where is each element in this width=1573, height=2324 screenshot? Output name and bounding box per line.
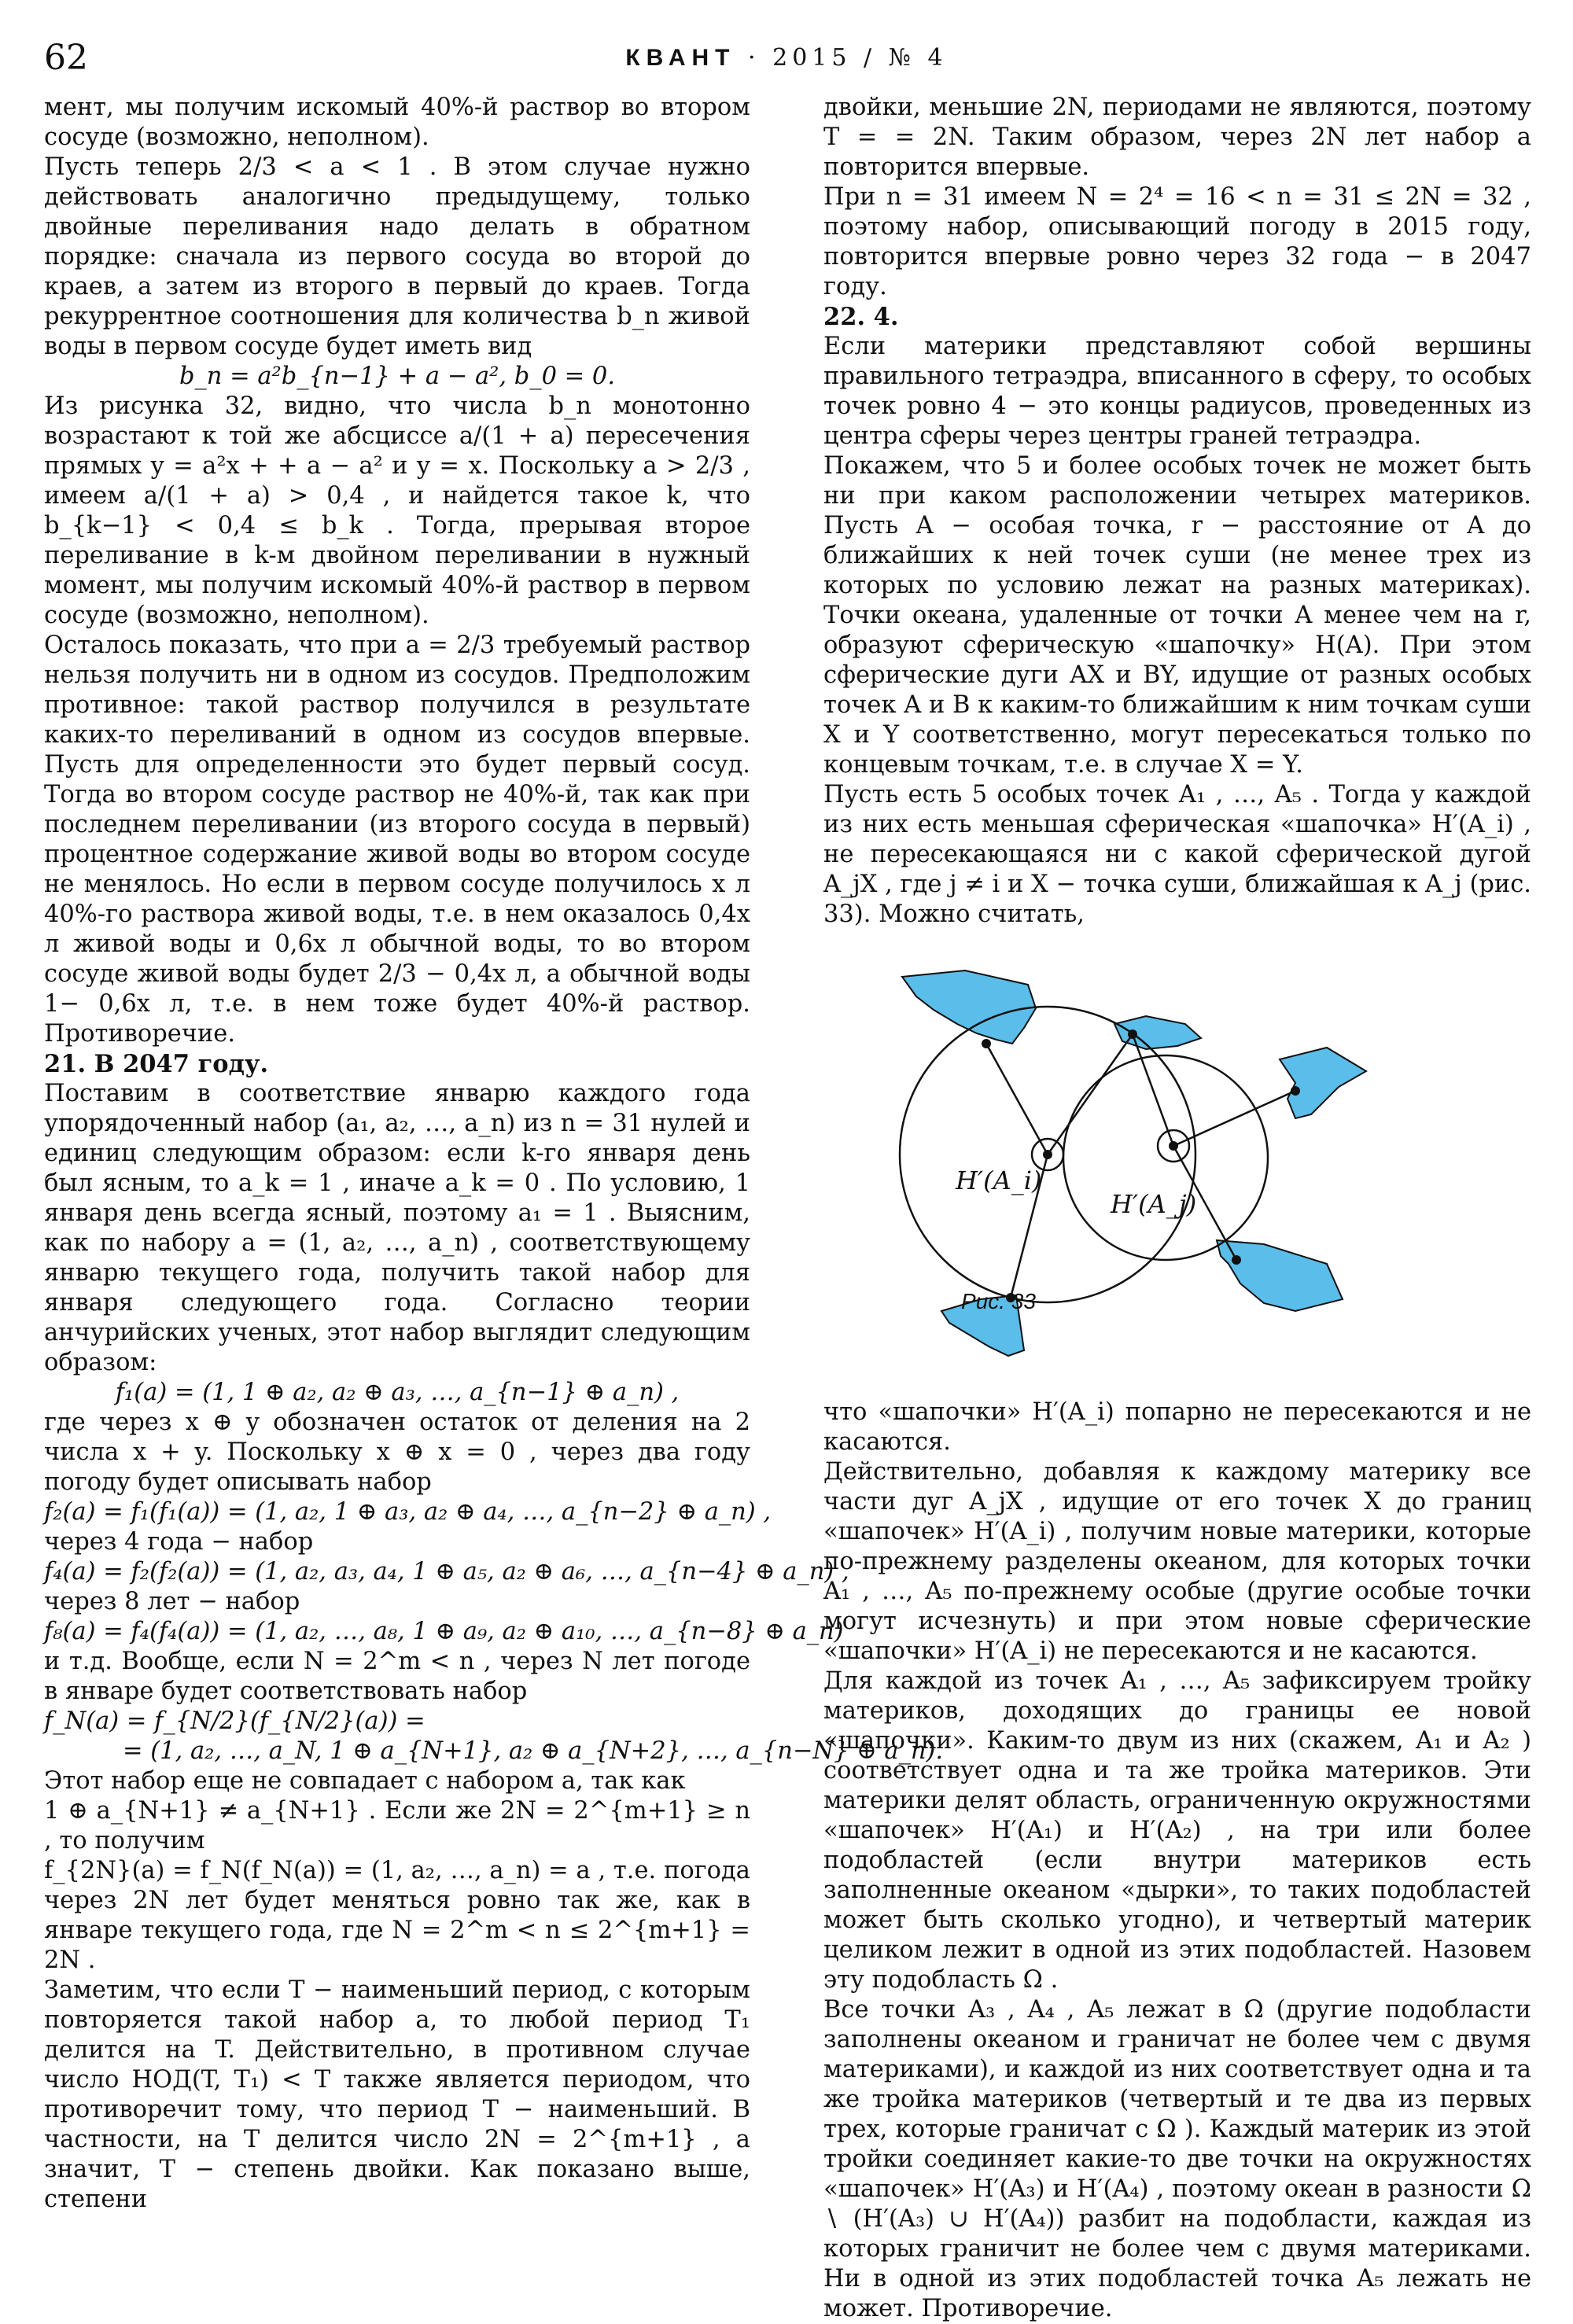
issue-info: · 2015 / № 4	[748, 44, 948, 72]
paragraph: f_{2N}(a) = f_N(f_N(a)) = (1, a₂, …, a_n) = a , т.е. погода через 2N лет будет меняться ровно так же, как в январе текущего года, где N = 2^m < n ≤ 2^{m+1} = 2N .	[44, 1857, 750, 1974]
paragraph: При n = 31 имеем N = 2⁴ = 16 < n = 31 ≤ 2N = 32 , поэтому набор, описывающий погоду в 2015 году, повторится впервые ровно через 32 года − в 2047 году.	[823, 183, 1531, 300]
paragraph: Осталось показать, что при a = 2/3 требуемый раствор нельзя получить ни в одном из сосудов. Предположим противное: такой раствор получился в результате каких-то переливаний в одном из сосудов впервые. Пусть для определенности это будет первый сосуд. Тогда во втором сосуде раствор не 40%-й, так как при последнем переливании (из второго сосуда в первый) процентное содержание живой воды во втором сосуде не менялось. Но если в первом сосуде получилось x л 40%-го раствора живой воды, т.е. в нем оказалось 0,4x л живой воды и 0,6x л обычной воды, то во втором сосуде живой воды будет 2/3 − 0,4x л, а обычной воды 1− 0,6x л, т.е. в нем тоже будет 40%-й раствор. Противоречие.	[44, 632, 750, 1048]
paragraph: двойки, меньшие 2N, периодами не являются, поэтому T = = 2N. Таким образом, через 2N лет набор a повторится впервые.	[823, 94, 1531, 181]
paragraph: Для каждой из точек A₁ , …, A₅ зафиксируем тройку материков, доходящих до границы ее новой «шапочки». Каким-то двум из них (скажем, A₁ и A₂ ) соответствует одна и та же тройка материков. Эти материки делят область, ограниченную окружностями «шапочек» H′(A₁) и H′(A₂) , на три или более подобластей (если внутри материков есть заполненные океаном «дырки», то таких подобластей может быть сколько угодно), и четвертый материк целиком лежит в одной из этих подобластей. Назовем эту подобласть Ω .	[823, 1667, 1531, 1994]
point-aj	[1169, 1141, 1178, 1151]
journal-name: КВАНТ	[625, 45, 736, 71]
label-h-aj: H′(A_j)	[1111, 1189, 1197, 1219]
paragraph: Пусть есть 5 особых точек A₁ , …, A₅ . Тогда у каждой из них есть меньшая сферическая «шапочка» H′(A_i) , не пересекающаяся ни с какой сферической дугой A_jX , где j ≠ i и X − точка суши, ближайшая к A_j (рис. 33). Можно считать,	[823, 781, 1531, 928]
paragraph: через 4 года − набор	[44, 1528, 314, 1556]
paragraph: мент, мы получим искомый 40%-й раствор во втором сосуде (возможно, неполном).	[44, 94, 750, 151]
land-mid-right	[1280, 1048, 1366, 1118]
problem-answer: 22. 4.	[823, 303, 899, 331]
paragraph: Поставим в соответствие январю каждого года упорядоченный набор (a₁, a₂, …, a_n) из n = 31 нулей и единиц следующим образом: если k-го января день был ясным, то a_k = 1 , иначе a_k = 0 . По условию, 1 января день всегда ясный, поэтому a₁ = 1 . Выясним, как по набору a = (1, a₂, …, a_n) , соответствующему январю текущего года, получить такой набор для января следующего года. Согласно теории анчурийских ученых, этот набор выглядит следующим образом:	[44, 1080, 750, 1376]
point-ai	[1043, 1150, 1052, 1159]
paragraph: и т.д. Вообще, если N = 2^m < n , через N лет погоде в январе будет соответствовать набор	[44, 1648, 750, 1705]
paragraph: Покажем, что 5 и более особых точек не может быть ни при каком расположении четырех материков. Пусть A − особая точка, r − расстояние от A до ближайших к ней точек суши (не менее трех из которых по условию лежат на разных материках). Точки океана, удаленные от точки A менее чем на r, образуют сферическую «шапочку» H(A). При этом сферические дуги AX и BY, идущие от разных особых точек A и B к каким-то ближайшим к ним точкам суши X и Y соответственно, могут пересекаться только по концевым точкам, т.е. в случае X = Y.	[823, 452, 1531, 779]
running-header	[0, 44, 1573, 72]
point-x2	[1128, 1029, 1137, 1039]
formula: f₂(a) = f₁(f₁(a)) = (1, a₂, 1 ⊕ a₃, a₂ ⊕ a₄, …, a_{n−2} ⊕ a_n) ,	[44, 1498, 772, 1526]
line-ai-top	[986, 1044, 1048, 1155]
formula: f₁(a) = (1, 1 ⊕ a₂, a₂ ⊕ a₃, …, a_{n−1} ⊕ a_n) ,	[115, 1379, 680, 1406]
figure-drawing	[823, 953, 1531, 1390]
right-column	[823, 93, 1531, 2324]
figure-caption: Рис. 33	[961, 1289, 1036, 1313]
formula: b_n = a²b_{n−1} + a − a², b_0 = 0.	[179, 363, 616, 390]
paragraph: через 8 лет − набор	[44, 1588, 300, 1615]
formula: f₈(a) = f₄(f₄(a)) = (1, a₂, …, a₈, 1 ⊕ a₉, a₂ ⊕ a₁₀, …, a_{n−8} ⊕ a_n)	[44, 1618, 844, 1645]
point-x5	[1232, 1255, 1241, 1265]
paragraph: что «шапочки» H′(A_i) попарно не пересекаются и не касаются.	[823, 1398, 1531, 1456]
paragraph: 1 ⊕ a_{N+1} ≠ a_{N+1} . Если же 2N = 2^{m+1} ≥ n , то получим	[44, 1797, 750, 1854]
paragraph: Заметим, что если T − наименьший период, с которым повторяется такой набор a, то любой период T₁ делится на T. Действительно, в противном случае число НОД(T, T₁) < T также является периодом, что противоречит тому, что период T − наименьший. В частности, на T делится число 2N = 2^{m+1} , а значит, T − степень двойки. Как показано выше, степени	[44, 1976, 750, 2213]
point-x4	[1291, 1086, 1300, 1096]
label-h-ai: H′(A_i)	[956, 1166, 1042, 1195]
paragraph: где через x ⊕ y обозначен остаток от деления на 2 числа x + y. Поскольку x ⊕ x = 0 , через два году погоду будет описывать набор	[44, 1409, 750, 1496]
formula: f_N(a) = f_{N/2}(f_{N/2}(a)) =	[44, 1707, 425, 1735]
paragraph: Этот набор еще не совпадает с набором a, так как	[44, 1767, 686, 1795]
small-circle	[1063, 1055, 1268, 1260]
point-x1	[982, 1039, 991, 1048]
page-number: 62	[44, 38, 88, 78]
land-top-left	[902, 970, 1036, 1044]
figure-33	[823, 953, 1531, 1390]
formula: = (1, a₂, …, a_N, 1 ⊕ a_{N+1}, a₂ ⊕ a_{N+2}, …, a_{n−N} ⊕ a_n).	[123, 1737, 944, 1765]
formula: f₄(a) = f₂(f₂(a)) = (1, a₂, a₃, a₄, 1 ⊕ a₅, a₂ ⊕ a₆, …, a_{n−4} ⊕ a_n) ,	[44, 1558, 849, 1586]
land-top-right	[1114, 1016, 1201, 1049]
problem-answer: 21. В 2047 году.	[44, 1050, 269, 1078]
paragraph: Из рисунка 32, видно, что числа b_n монотонно возрастают к той же абсциссе a/(1 + a) пересечения прямых y = a²x + + a − a² и y = x. Поскольку a > 2/3 , имеем a/(1 + a) > 0,4 , и найдется такое k, что b_{k−1} < 0,4 ≤ b_k . Тогда, прерывая второе переливание в k-м двойном переливании в нужный момент, мы получим искомый 40%-й раствор в первом сосуде (возможно, неполном).	[44, 392, 750, 629]
paragraph: Все точки A₃ , A₄ , A₅ лежат в Ω (другие подобласти заполнены океаном и граничат не более чем с двумя материками), и каждой из них соответствует одна и та же тройка материков (четвертый и те два из первых трех, которые граничат с Ω ). Каждый материк из этой тройки соединяет какие-то две точки на окружностях «шапочек» H′(A₃) и H′(A₄) , поэтому океан в разности Ω ∖ (H′(A₃) ∪ H′(A₄)) разбит на подобласти, каждая из которых граничит не более чем с двумя материками. Ни в одной из этих подобластей точка A₅ лежать не может. Противоречие.	[823, 1996, 1531, 2322]
paragraph: Пусть теперь 2/3 < a < 1 . В этом случае нужно действовать аналогично предыдущему, только двойные переливания надо делать в обратном порядке: сначала из первого сосуда во второй до краев, а затем из второго в первый до краев. Тогда рекуррентное соотношения для количества b_n живой воды в первом сосуде будет иметь вид	[44, 153, 750, 360]
line-ai-mid	[1048, 1034, 1133, 1155]
paragraph: Если материки представляют собой вершины правильного тетраэдра, вписанного в сферу, то особых точек ровно 4 − это концы радиусов, проведенных из центра сферы через центры граней тетраэдра.	[823, 333, 1531, 450]
paragraph: Действительно, добавляя к каждому материку все части дуг A_jX , идущие от его точек X до границ «шапочек» H′(A_i) , получим новые материки, которые по-прежнему разделены океаном, для которых точки A₁ , …, A₅ по-прежнему особые (другие особые точки могут исчезнуть) и при этом новые сферические «шапочки» H′(A_i) не пересекаются и не касаются.	[823, 1458, 1531, 1665]
land-lower-right	[1217, 1240, 1343, 1311]
